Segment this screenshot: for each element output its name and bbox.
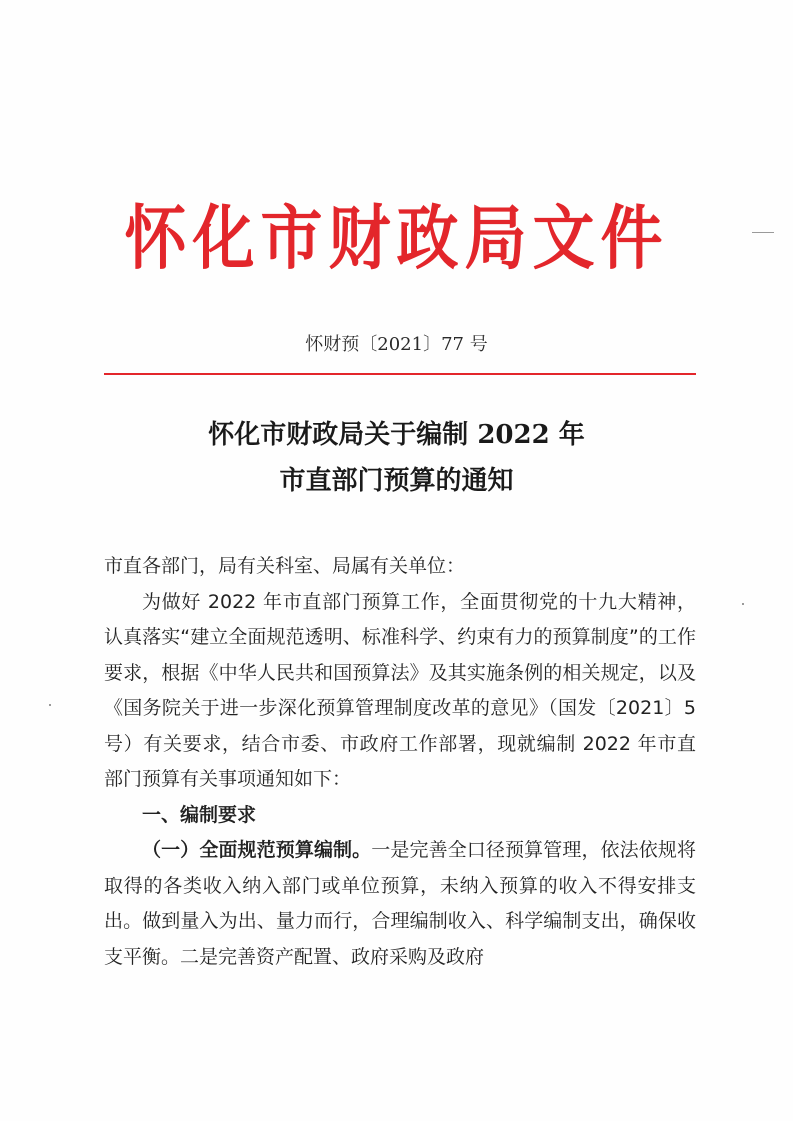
document-header-title: 怀化市财政局文件 (124, 196, 669, 279)
section-heading-1: 一、编制要求 (142, 803, 257, 826)
item-text-1: 一是完善全口径预算管理，依法依规将取得的各类收入纳入部门或单位预算，未纳入预算的收入不得安排支出。做到量入为出、量力而行，合理编制收入、科学编制支出，确保收支平衡。二是完善资产配置、政府采购及政府 (104, 839, 696, 968)
intro-paragraph: 为做好 2022 年市直部门预算工作，全面贯彻党的十九大精神，认真落实“建立全面规范透明、标准科学、约束有力的预算制度”的工作要求，根据《中华人民共和国预算法》及其实施条例的相关规定，以及《国务院关于进一步深化预算管理制度改革的意见》（国发〔2021〕5 号）有关要求，结合市委、市政府工作部署，现就编制 2022 年市直部门预算有关事项通知如下： (104, 590, 696, 790)
document-body (104, 549, 696, 975)
item-heading-1: （一）全面规范预算编制。 (142, 839, 372, 861)
notice-title-line-2: 市直部门预算的通知 (279, 466, 514, 496)
notice-title (0, 412, 793, 504)
scan-speck (49, 704, 51, 706)
salutation: 市直各部门，局有关科室、局属有关单位： (104, 555, 466, 577)
scan-speck (752, 232, 774, 233)
item-paragraph-1 (104, 833, 696, 975)
notice-title-line-1: 怀化市财政局关于编制 2022 年 (208, 420, 585, 450)
scan-speck (742, 603, 744, 605)
red-divider-line (104, 373, 696, 375)
document-number: 怀财预〔2021〕77 号 (305, 334, 488, 355)
